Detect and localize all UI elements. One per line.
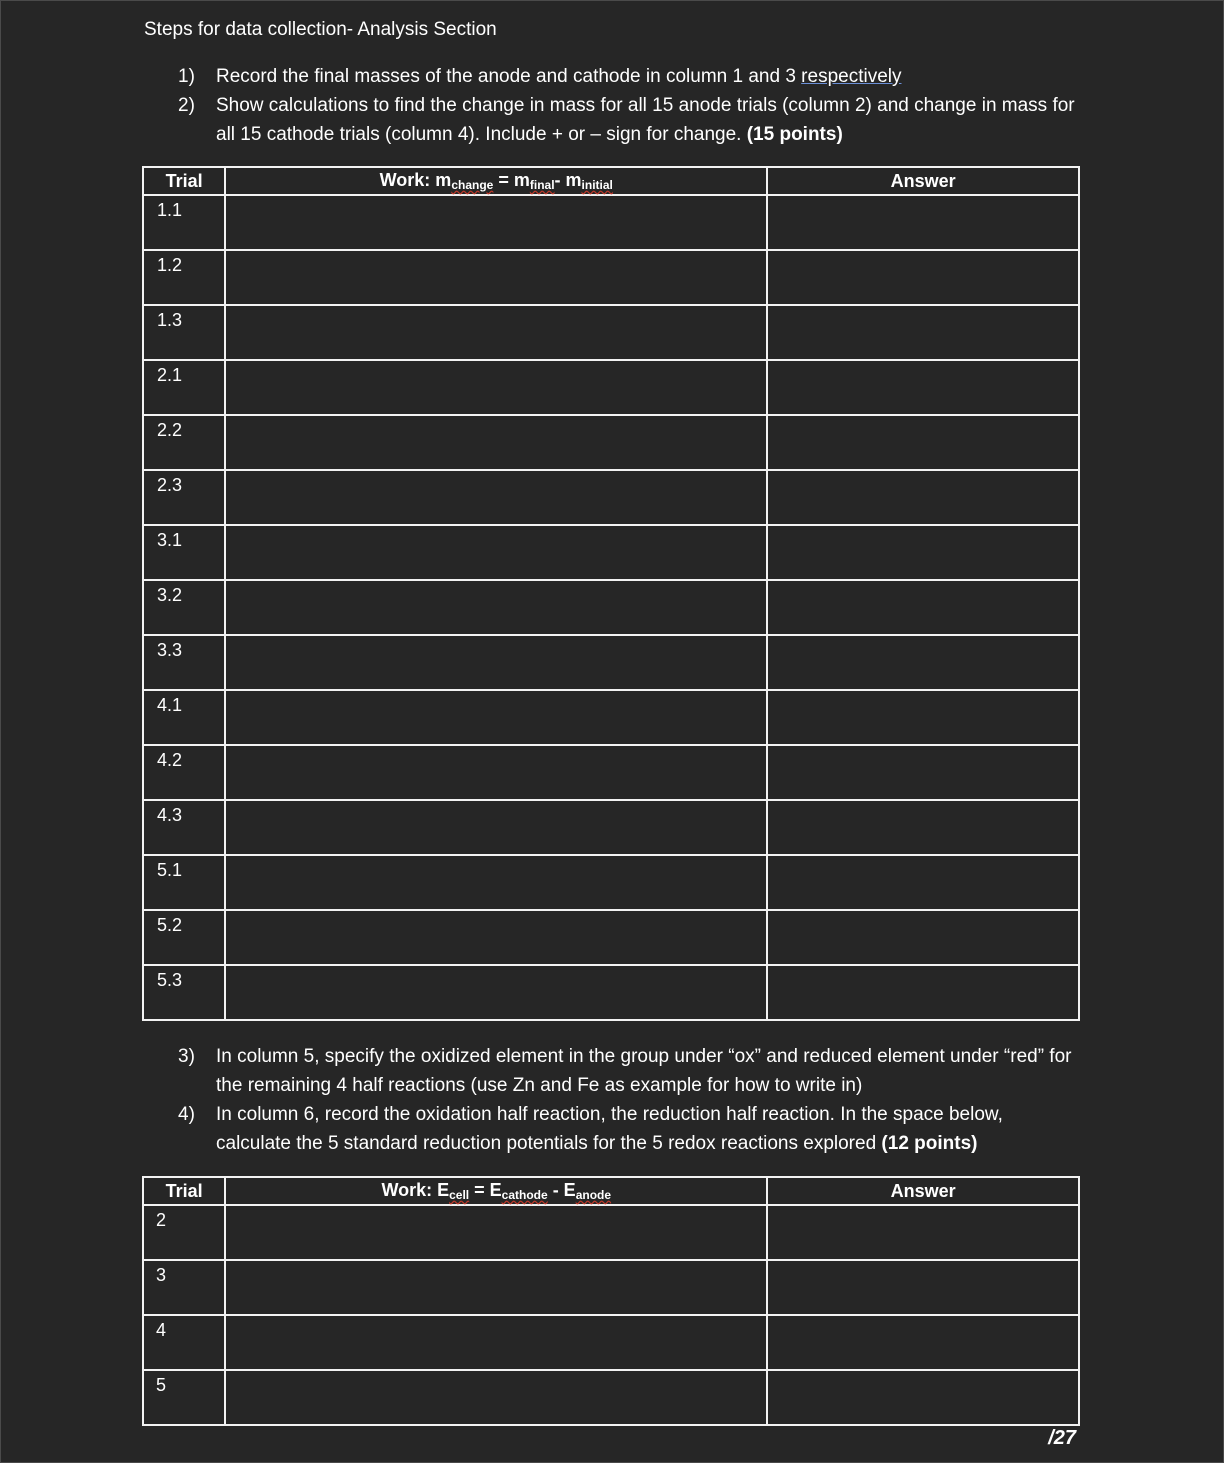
work-cell[interactable] <box>225 910 767 965</box>
trial-label: 1.1 <box>143 195 225 250</box>
step-number: 4) <box>178 1104 195 1125</box>
table-row <box>143 1205 1079 1260</box>
work-cell[interactable] <box>225 195 767 250</box>
trial-label: 2.2 <box>143 415 225 470</box>
work-cell[interactable] <box>225 690 767 745</box>
trial-label: 2 <box>143 1205 225 1260</box>
answer-cell[interactable] <box>767 965 1079 1020</box>
total-score: /27 <box>1048 1427 1076 1449</box>
answer-cell[interactable] <box>767 360 1079 415</box>
table-row <box>143 965 1079 1020</box>
header-work: Work: $E_{cell} = E_{cathode} - E_{anode}$ <box>225 1177 767 1205</box>
step-text: Show calculations to find the change in mass for all 15 anode trials (column 2) and change in mass for all 15 cathode trials (column 4). Include + or – sign for change. <box>216 95 1075 145</box>
table-row <box>143 580 1079 635</box>
step-number: 2) <box>178 95 195 116</box>
work-cell[interactable] <box>225 800 767 855</box>
step-points: (15 points) <box>746 124 843 145</box>
work-cell[interactable] <box>225 1370 767 1425</box>
table-row <box>143 360 1079 415</box>
trial-label: 5 <box>143 1370 225 1425</box>
page-title: Steps for data collection- Analysis Section <box>144 19 497 40</box>
trial-label: 1.2 <box>143 250 225 305</box>
trial-label: 4.2 <box>143 745 225 800</box>
work-cell[interactable] <box>225 415 767 470</box>
table-row <box>143 910 1079 965</box>
header-answer: Answer <box>767 167 1079 195</box>
step-number: 3) <box>178 1046 195 1067</box>
answer-cell[interactable] <box>767 910 1079 965</box>
answer-cell[interactable] <box>767 1370 1079 1425</box>
step-1 <box>178 62 1078 91</box>
trial-label: 4.1 <box>143 690 225 745</box>
table-row <box>143 305 1079 360</box>
answer-cell[interactable] <box>767 635 1079 690</box>
steps-part1 <box>178 62 1078 149</box>
step-points: (12 points) <box>881 1133 978 1154</box>
trial-label: 3 <box>143 1260 225 1315</box>
table-row <box>143 1260 1079 1315</box>
table-row <box>143 635 1079 690</box>
answer-cell[interactable] <box>767 470 1079 525</box>
trial-label: 4 <box>143 1315 225 1370</box>
header-work: Work: $m_{change} = m_{final}-$ $m_{initial}$ <box>225 167 767 195</box>
header-trial: Trial <box>143 1177 225 1205</box>
work-cell[interactable] <box>225 305 767 360</box>
answer-cell[interactable] <box>767 580 1079 635</box>
table-row <box>143 195 1079 250</box>
work-cell[interactable] <box>225 855 767 910</box>
table-row <box>143 1315 1079 1370</box>
work-cell[interactable] <box>225 1315 767 1370</box>
work-cell[interactable] <box>225 525 767 580</box>
answer-cell[interactable] <box>767 800 1079 855</box>
work-cell[interactable] <box>225 580 767 635</box>
table-row <box>143 800 1079 855</box>
header-answer: Answer <box>767 1177 1079 1205</box>
work-cell[interactable] <box>225 1260 767 1315</box>
answer-cell[interactable] <box>767 745 1079 800</box>
work-cell[interactable] <box>225 745 767 800</box>
step-text: Record the final masses of the anode and cathode in column 1 and 3 <box>216 66 802 87</box>
answer-cell[interactable] <box>767 1260 1079 1315</box>
table-row <box>143 855 1079 910</box>
steps-part2 <box>178 1042 1078 1158</box>
step-underlined-word: respectively <box>801 66 902 87</box>
answer-cell[interactable] <box>767 305 1079 360</box>
step-2 <box>178 91 1078 149</box>
answer-cell[interactable] <box>767 1205 1079 1260</box>
step-text: In column 5, specify the oxidized element in the group under “ox” and reduced element under “red” for the remaining 4 half reactions (use Zn and Fe as example for how to write in) <box>216 1046 1072 1096</box>
answer-cell[interactable] <box>767 525 1079 580</box>
answer-cell[interactable] <box>767 195 1079 250</box>
table-row <box>143 745 1079 800</box>
step-text: In column 6, record the oxidation half reaction, the reduction half reaction. In the space below, calculate the 5 standard reduction potentials for the 5 redox reactions explored <box>216 1104 1003 1154</box>
work-cell[interactable] <box>225 635 767 690</box>
trial-label: 3.1 <box>143 525 225 580</box>
table-row <box>143 250 1079 305</box>
trial-label: 2.3 <box>143 470 225 525</box>
answer-cell[interactable] <box>767 415 1079 470</box>
work-cell[interactable] <box>225 1205 767 1260</box>
step-number: 1) <box>178 66 195 87</box>
work-cell[interactable] <box>225 250 767 305</box>
table-row <box>143 415 1079 470</box>
trial-label: 5.1 <box>143 855 225 910</box>
answer-cell[interactable] <box>767 690 1079 745</box>
table-row <box>143 525 1079 580</box>
mass-change-table <box>142 166 1080 1021</box>
work-cell[interactable] <box>225 470 767 525</box>
step-3 <box>178 1042 1078 1100</box>
trial-label: 4.3 <box>143 800 225 855</box>
answer-cell[interactable] <box>767 1315 1079 1370</box>
step-4 <box>178 1100 1078 1158</box>
answer-cell[interactable] <box>767 855 1079 910</box>
table-row <box>143 690 1079 745</box>
header-trial: Trial <box>143 167 225 195</box>
work-cell[interactable] <box>225 965 767 1020</box>
trial-label: 3.3 <box>143 635 225 690</box>
trial-label: 3.2 <box>143 580 225 635</box>
table-row <box>143 470 1079 525</box>
trial-label: 5.2 <box>143 910 225 965</box>
table-row <box>143 1370 1079 1425</box>
trial-label: 2.1 <box>143 360 225 415</box>
cell-potential-table <box>142 1176 1080 1426</box>
work-cell[interactable] <box>225 360 767 415</box>
trial-label: 5.3 <box>143 965 225 1020</box>
answer-cell[interactable] <box>767 250 1079 305</box>
trial-label: 1.3 <box>143 305 225 360</box>
